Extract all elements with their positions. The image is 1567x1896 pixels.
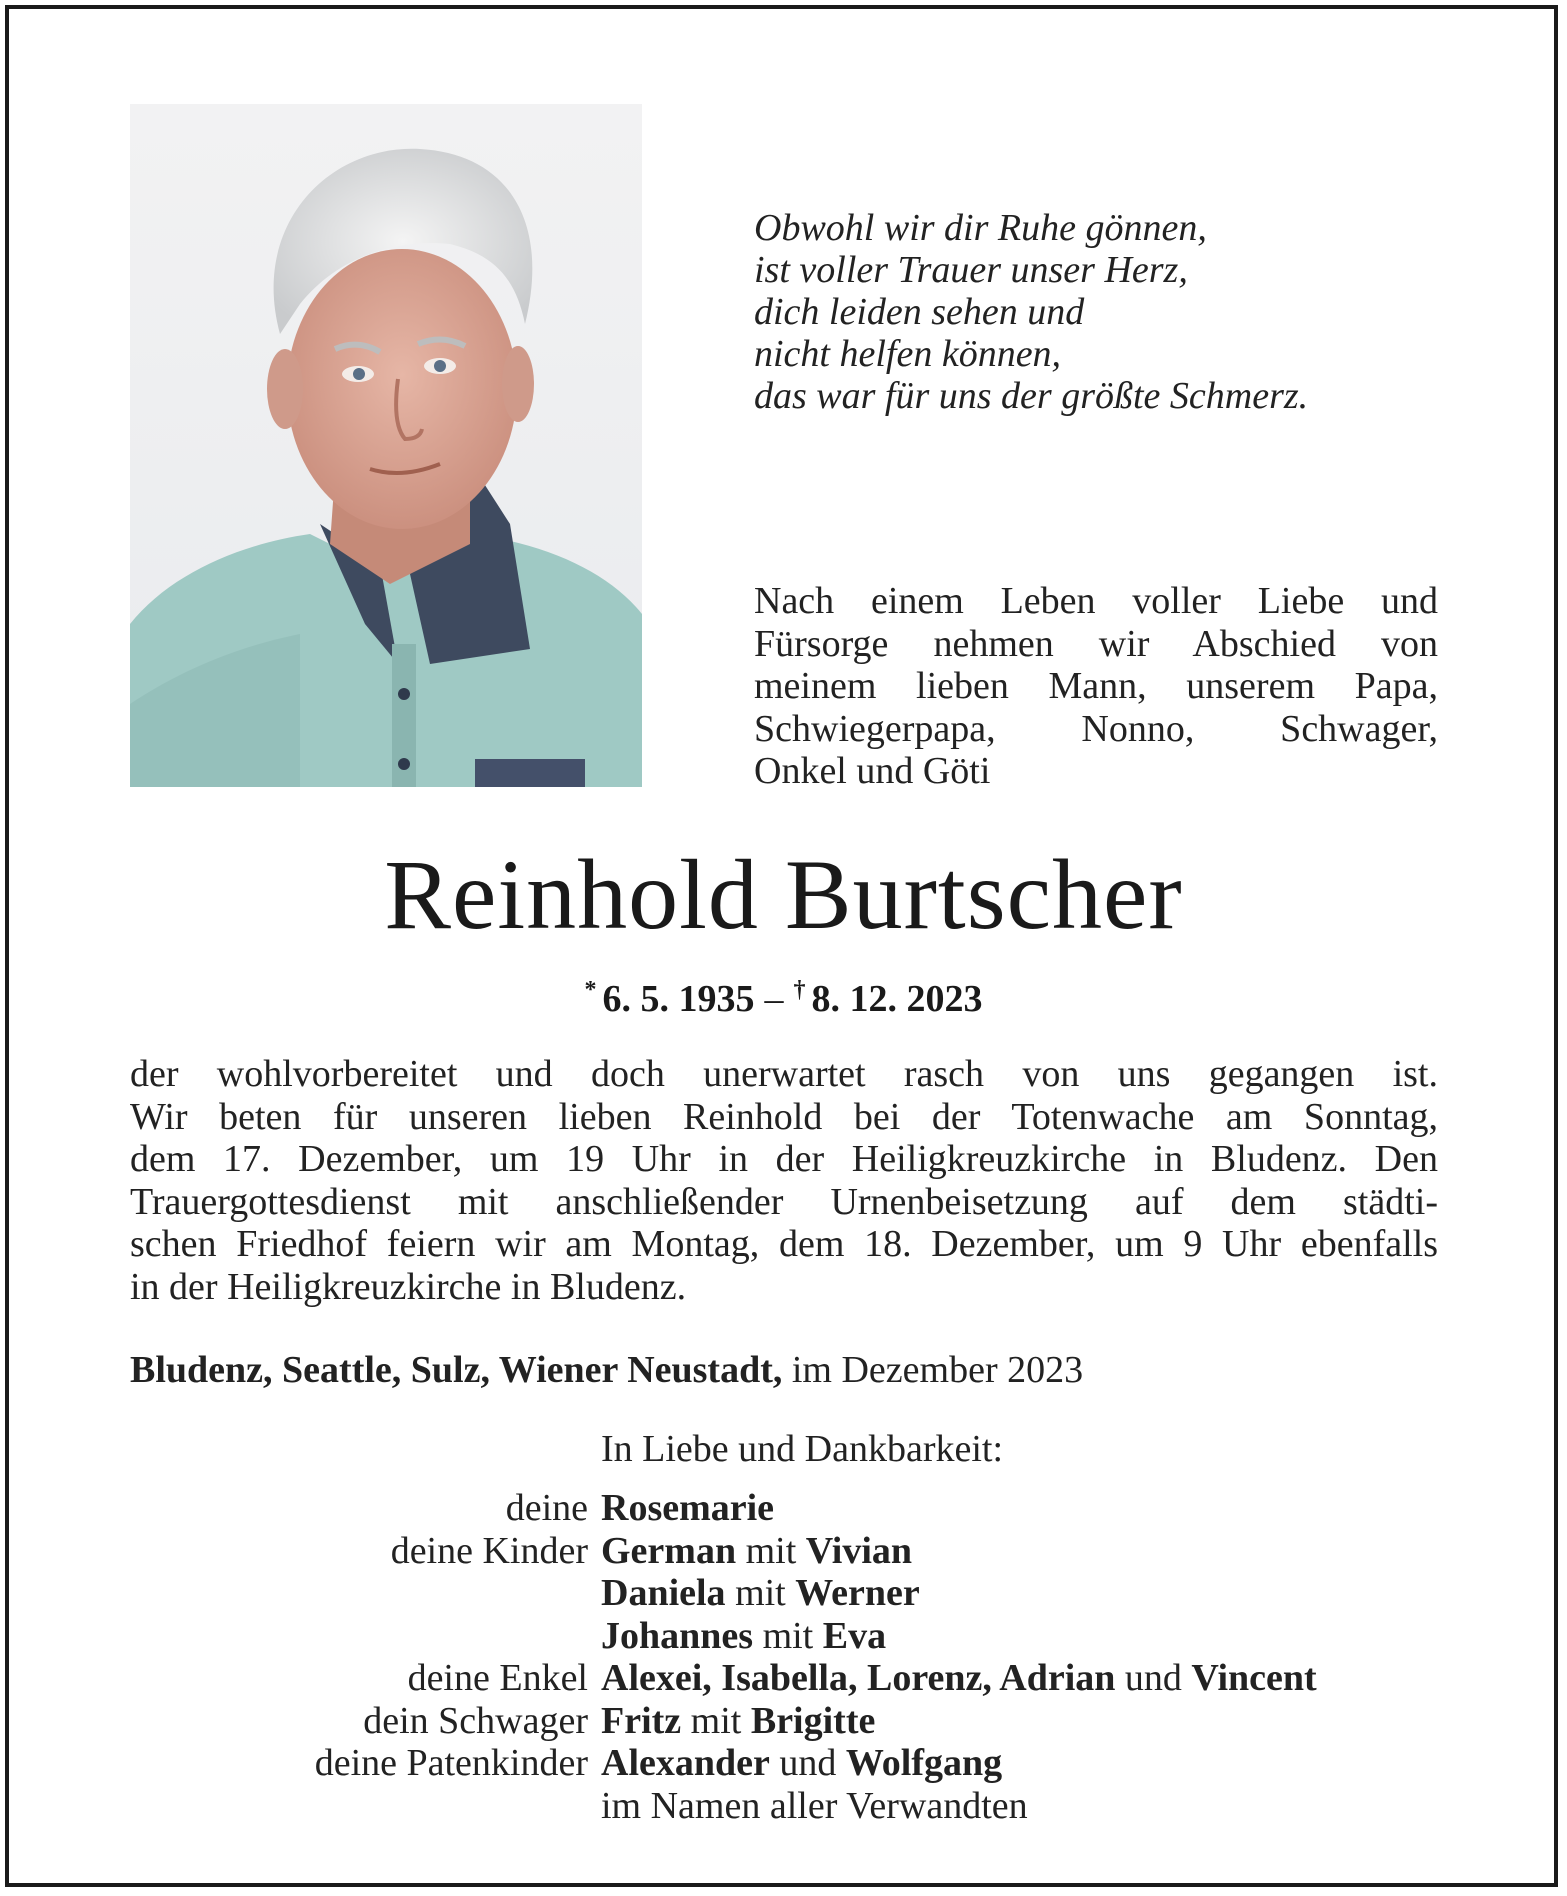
connector-text: mit	[753, 1614, 823, 1657]
poem-line: das war für uns der größte Schmerz.	[754, 375, 1309, 417]
birth-symbol: *	[584, 977, 597, 1003]
death-symbol: †	[793, 977, 806, 1003]
relation-label: deine Kinder	[390, 1529, 588, 1572]
family-row	[0, 1785, 1567, 1828]
relative-name: Brigitte	[750, 1699, 876, 1742]
relation-label: deine Patenkinder	[314, 1742, 588, 1784]
relative-names	[601, 1487, 774, 1530]
intro-line: Fürsorge nehmen wir Abschied von	[754, 622, 1438, 665]
poem-line: dich leiden sehen und	[754, 291, 1085, 333]
relative-name: Johannes	[601, 1614, 754, 1657]
connector-text: im Namen aller Verwandten	[601, 1784, 1028, 1827]
relation-label: deine Enkel	[407, 1657, 588, 1699]
body-line: Wir beten für unseren lieben Reinhold bei der Totenwache am Sonntag,	[130, 1095, 1438, 1138]
body-line: der wohlvorbereitet und doch unerwartet rasch von uns gegangen ist.	[130, 1053, 1438, 1095]
relative-name: Vincent	[1191, 1657, 1317, 1699]
relative-name: Werner	[795, 1572, 920, 1614]
family-row	[0, 1530, 1567, 1573]
date-dash: –	[764, 978, 784, 1020]
life-dates	[0, 967, 1567, 1022]
relative-name: Alexei, Isabella, Lorenz, Adrian	[601, 1657, 1116, 1699]
relative-names	[601, 1615, 886, 1658]
family-row	[0, 1657, 1567, 1700]
relative-name: Wolfgang	[845, 1742, 1003, 1784]
poem	[754, 207, 1454, 417]
birth-date: 6. 5. 1935	[602, 978, 755, 1020]
connector-text: mit	[725, 1572, 796, 1614]
signoff: In Liebe und Dankbarkeit:	[601, 1428, 1004, 1470]
relative-names	[601, 1572, 920, 1615]
place-and-date	[130, 1347, 1438, 1393]
death-date: 8. 12. 2023	[811, 978, 983, 1020]
poem-line: ist voller Trauer unser Herz,	[754, 249, 1188, 291]
family-row	[0, 1742, 1567, 1785]
intro-line: meinem lieben Mann, unserem Papa,	[754, 665, 1438, 707]
announcement-text	[130, 1053, 1438, 1308]
connector-text: und	[769, 1742, 846, 1784]
relative-name: Fritz	[601, 1699, 682, 1742]
family-list	[0, 1487, 1567, 1827]
connector-text: mit	[681, 1699, 751, 1742]
poem-line: Obwohl wir dir Ruhe gönnen,	[754, 207, 1207, 249]
relation-label: dein Schwager	[363, 1699, 588, 1742]
relative-names	[601, 1657, 1317, 1700]
relative-names	[601, 1742, 1002, 1785]
body-line: dem 17. Dezember, um 19 Uhr in der Heiligkreuzkirche in Bludenz. Den	[130, 1138, 1438, 1180]
family-row	[0, 1487, 1567, 1530]
body-line: schen Friedhof feiern wir am Montag, dem 18. Dezember, um 9 Uhr ebenfalls	[130, 1223, 1438, 1265]
intro-line: Schwiegerpapa, Nonno, Schwager,	[754, 707, 1438, 750]
relative-name: Vivian	[805, 1529, 913, 1572]
month-year: im Dezember 2023	[782, 1349, 1084, 1391]
connector-text: mit	[736, 1529, 806, 1572]
portrait-photo	[130, 104, 642, 787]
relative-name: Alexander	[601, 1742, 770, 1784]
relative-names	[601, 1700, 875, 1743]
poem-line: nicht helfen können,	[754, 333, 1062, 375]
intro-text	[754, 580, 1438, 793]
body-line: in der Heiligkreuzkirche in Bludenz.	[130, 1265, 687, 1308]
places: Bludenz, Seattle, Sulz, Wiener Neustadt,	[130, 1349, 783, 1391]
intro-line: Onkel und Göti	[754, 750, 991, 792]
relative-name: Rosemarie	[601, 1487, 775, 1529]
relation-label: deine	[505, 1487, 588, 1529]
family-row	[0, 1615, 1567, 1658]
intro-line: Nach einem Leben voller Liebe und	[754, 580, 1438, 622]
deceased-name: Reinhold Burtscher	[384, 839, 1183, 950]
relative-names	[601, 1785, 1028, 1828]
relative-name: German	[601, 1529, 737, 1572]
body-line: Trauergottesdienst mit anschließender Urnenbeisetzung auf dem städti-	[130, 1180, 1438, 1223]
family-row	[0, 1572, 1567, 1615]
connector-text: und	[1115, 1657, 1192, 1699]
relative-names	[601, 1530, 912, 1573]
family-row	[0, 1700, 1567, 1743]
relative-name: Eva	[822, 1614, 887, 1657]
relative-name: Daniela	[601, 1572, 726, 1614]
